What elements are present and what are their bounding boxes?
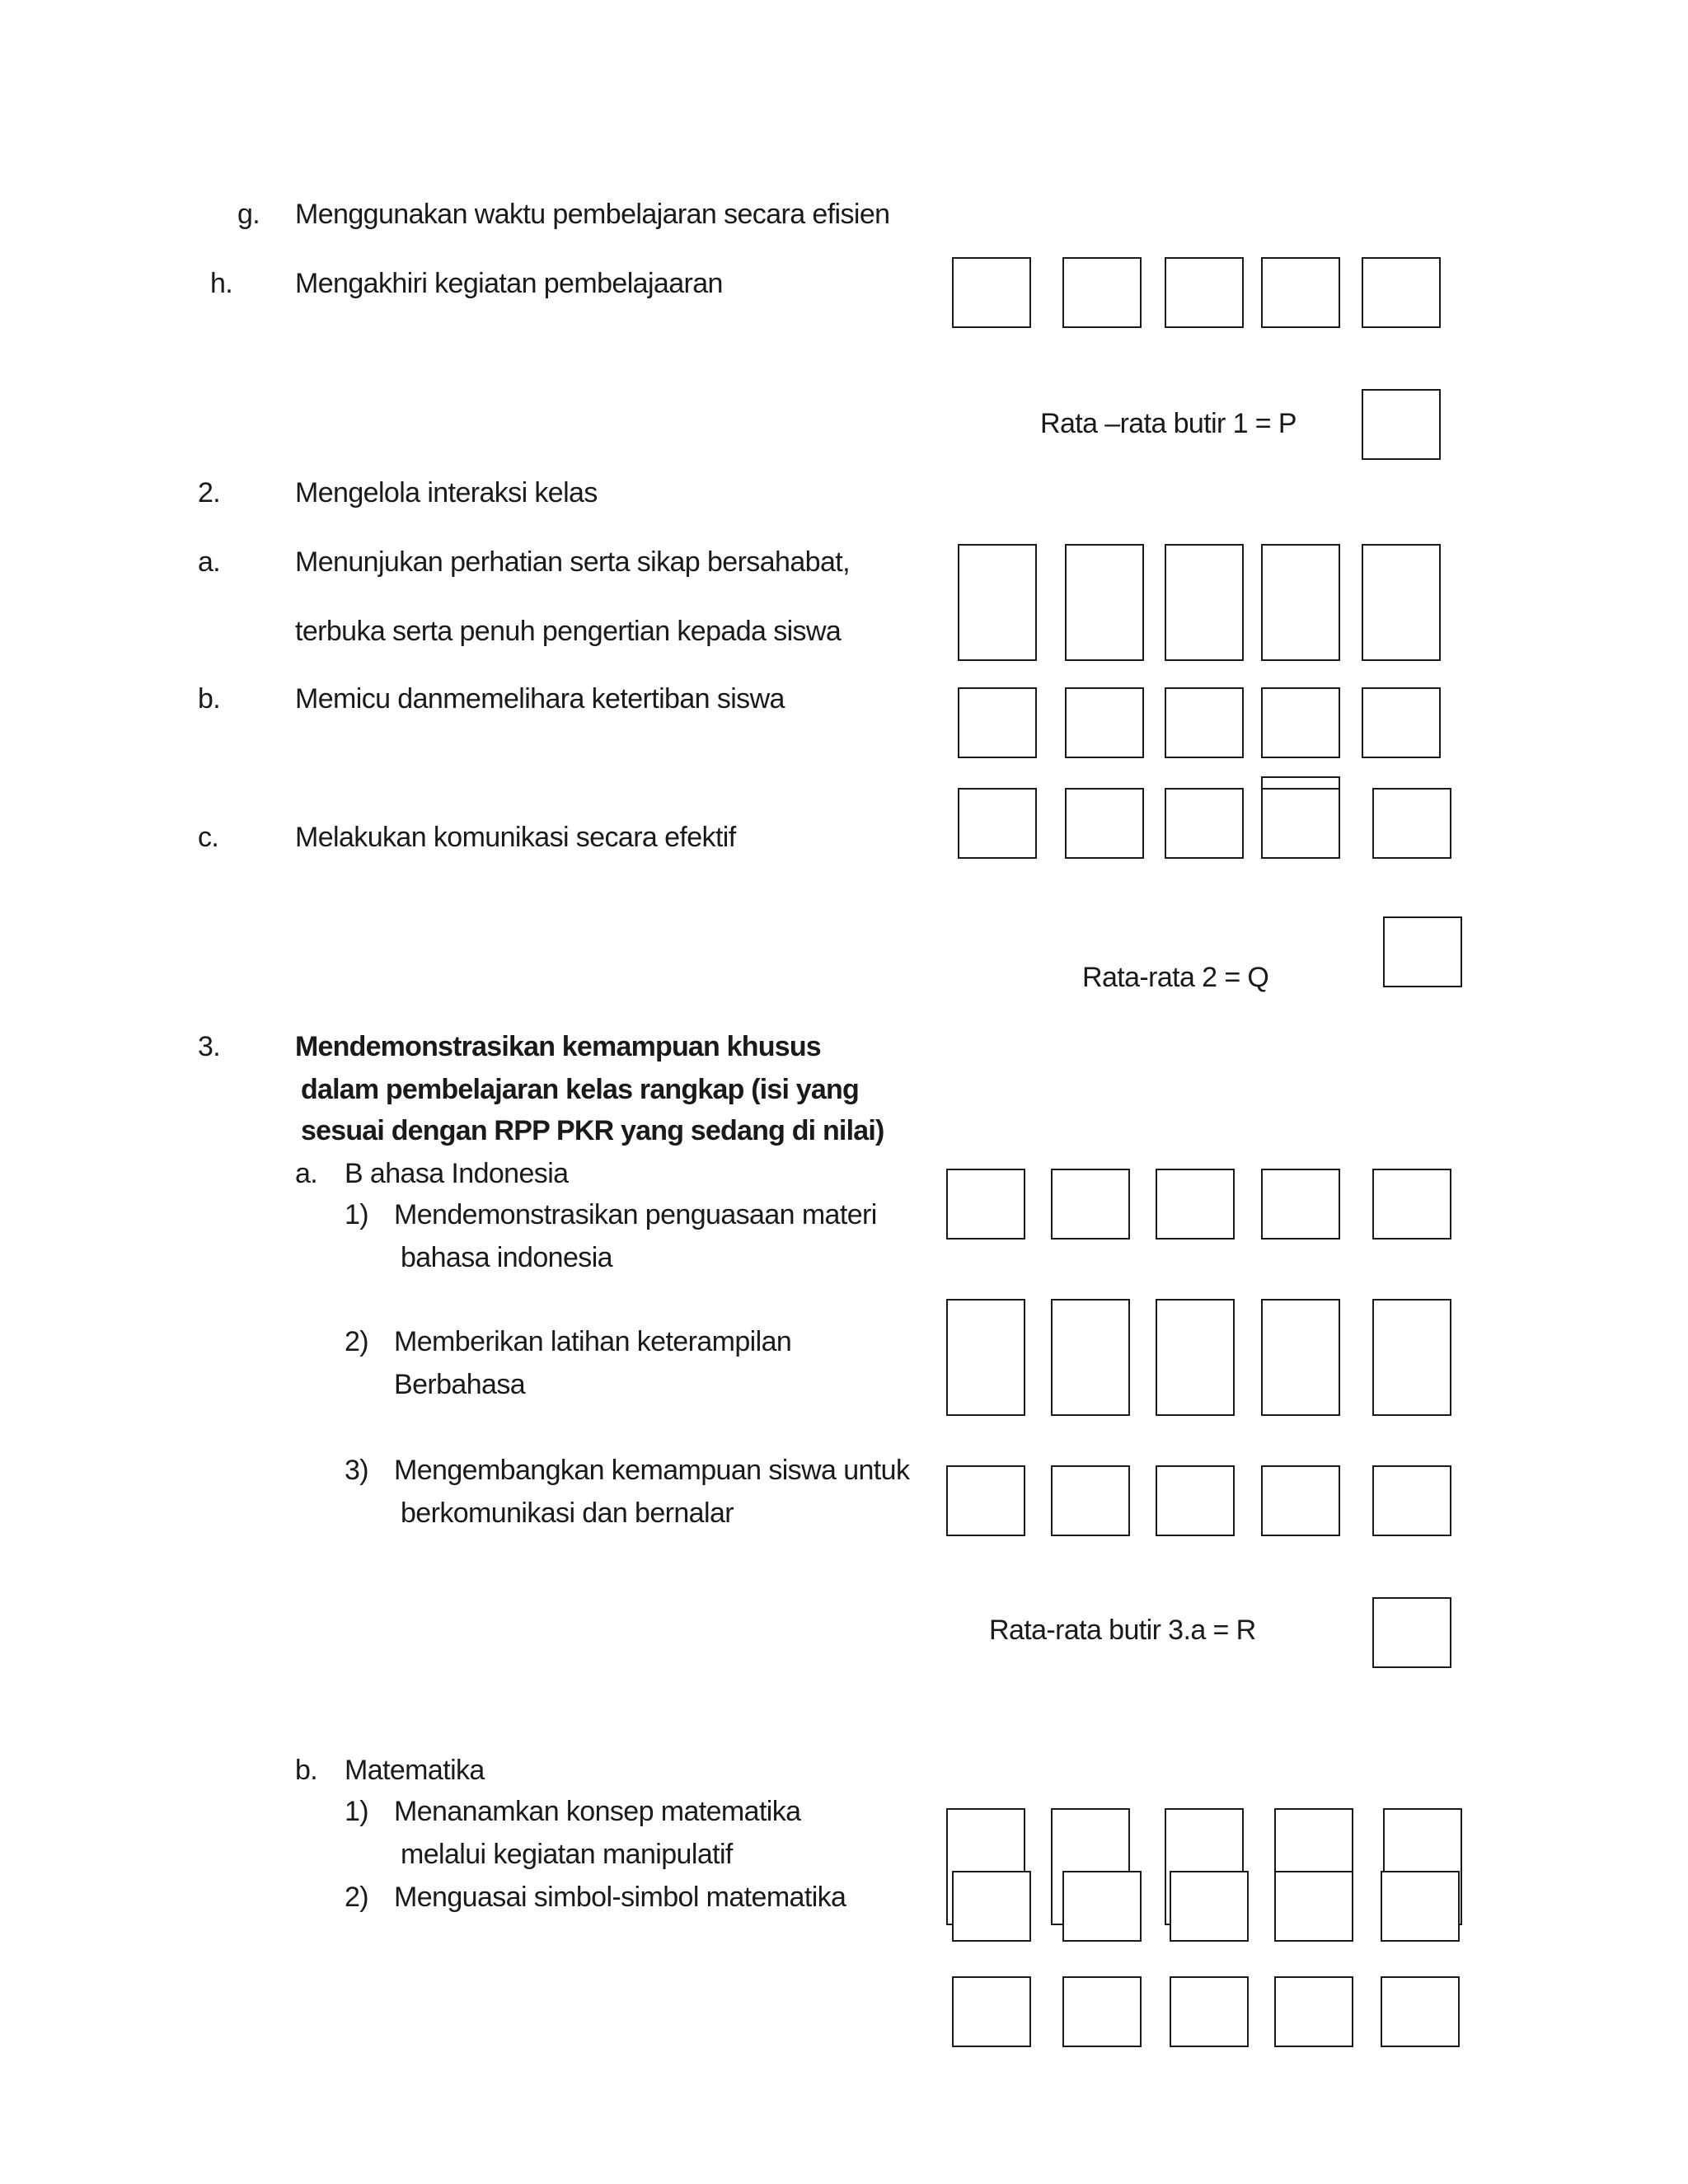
score-box-3a2-5[interactable]: [1372, 1299, 1451, 1416]
score-box-2c-1[interactable]: [958, 788, 1037, 859]
score-box-2a-1[interactable]: [958, 544, 1037, 661]
average-3a-box[interactable]: [1372, 1597, 1451, 1668]
item-2b-marker: b.: [198, 683, 221, 715]
item-g-text: Menggunakan waktu pembelajaran secara efisien: [295, 199, 890, 230]
score-box-2c-2[interactable]: [1065, 788, 1144, 859]
score-box-2b-5[interactable]: [1362, 687, 1441, 758]
score-box-h-5[interactable]: [1362, 257, 1441, 328]
item-g-marker: g.: [237, 199, 260, 230]
score-box-3b2-5[interactable]: [1381, 1976, 1460, 2047]
score-box-3b1-front-3[interactable]: [1170, 1871, 1249, 1942]
score-box-3a1-5[interactable]: [1372, 1169, 1451, 1240]
score-box-3b1-front-1[interactable]: [952, 1871, 1031, 1942]
item-3b1-line1: Menanamkan konsep matematika: [394, 1796, 801, 1827]
score-box-h-1[interactable]: [952, 257, 1031, 328]
score-box-2c-5[interactable]: [1372, 788, 1451, 859]
score-box-2b-2[interactable]: [1065, 687, 1144, 758]
score-box-3b2-1[interactable]: [952, 1976, 1031, 2047]
score-box-3a1-4[interactable]: [1261, 1169, 1340, 1240]
section-3-marker: 3.: [198, 1031, 221, 1062]
item-3a2-line1: Memberikan latihan keterampilan: [394, 1326, 792, 1357]
item-3b2-marker: 2): [345, 1882, 369, 1913]
item-2a-line2: terbuka serta penuh pengertian kepada siswa: [295, 616, 842, 647]
item-2a-marker: a.: [198, 546, 221, 578]
score-box-3a2-2[interactable]: [1051, 1299, 1130, 1416]
average-2-box[interactable]: [1383, 916, 1462, 987]
score-box-3a3-5[interactable]: [1372, 1465, 1451, 1536]
section-3-title-line1: Mendemonstrasikan kemampuan khusus: [295, 1031, 821, 1062]
score-box-3b1-front-2[interactable]: [1062, 1871, 1142, 1942]
item-3a-marker: a.: [295, 1158, 318, 1189]
average-1-box[interactable]: [1362, 389, 1441, 460]
score-box-3a1-2[interactable]: [1051, 1169, 1130, 1240]
score-box-2a-3[interactable]: [1165, 544, 1244, 661]
item-3b1-line2: melalui kegiatan manipulatif: [401, 1839, 733, 1870]
score-box-h-4[interactable]: [1261, 257, 1340, 328]
score-box-2b-1[interactable]: [958, 687, 1037, 758]
average-1-label: Rata –rata butir 1 = P: [1040, 408, 1296, 439]
score-box-2a-5[interactable]: [1362, 544, 1441, 661]
score-box-3a2-4[interactable]: [1261, 1299, 1340, 1416]
item-3a1-marker: 1): [345, 1199, 369, 1230]
score-box-3a2-1[interactable]: [946, 1299, 1025, 1416]
score-box-3b1-front-4[interactable]: [1274, 1871, 1353, 1942]
item-3a2-line2: Berbahasa: [394, 1369, 526, 1400]
section-2-marker: 2.: [198, 477, 221, 509]
item-3a2-marker: 2): [345, 1326, 369, 1357]
item-3a3-marker: 3): [345, 1455, 369, 1486]
item-3b2-text: Menguasai simbol-simbol matematika: [394, 1882, 846, 1913]
item-3b1-marker: 1): [345, 1796, 369, 1827]
item-3a1-line1: Mendemonstrasikan penguasaan materi: [394, 1199, 877, 1230]
section-2-title: Mengelola interaksi kelas: [295, 477, 598, 509]
score-box-3a1-3[interactable]: [1156, 1169, 1235, 1240]
score-box-h-2[interactable]: [1062, 257, 1142, 328]
score-box-3b2-4[interactable]: [1274, 1976, 1353, 2047]
score-box-2b-3[interactable]: [1165, 687, 1244, 758]
score-box-2c-3[interactable]: [1165, 788, 1244, 859]
score-box-3a3-4[interactable]: [1261, 1465, 1340, 1536]
score-box-h-3[interactable]: [1165, 257, 1244, 328]
score-box-3b2-3[interactable]: [1170, 1976, 1249, 2047]
item-3a3-line1: Mengembangkan kemampuan siswa untuk: [394, 1455, 910, 1486]
item-3a3-line2: berkomunikasi dan bernalar: [401, 1497, 734, 1529]
item-3a1-line2: bahasa indonesia: [401, 1242, 612, 1273]
score-box-3a3-2[interactable]: [1051, 1465, 1130, 1536]
item-3b-text: Matematika: [345, 1755, 485, 1786]
score-box-2b-4[interactable]: [1261, 687, 1340, 758]
score-box-2a-4[interactable]: [1261, 544, 1340, 661]
item-2b-text: Memicu danmemelihara ketertiban siswa: [295, 683, 785, 715]
section-3-title-line3: sesuai dengan RPP PKR yang sedang di nilai): [301, 1115, 884, 1146]
score-box-2a-2[interactable]: [1065, 544, 1144, 661]
item-2c-text: Melakukan komunikasi secara efektif: [295, 822, 736, 853]
section-3-title-line2: dalam pembelajaran kelas rangkap (isi yang: [301, 1074, 859, 1105]
item-2c-marker: c.: [198, 822, 219, 853]
average-2-label: Rata-rata 2 = Q: [1082, 962, 1269, 993]
item-h-marker: h.: [210, 268, 233, 299]
item-3a-text: B ahasa Indonesia: [345, 1158, 569, 1189]
item-2a-line1: Menunjukan perhatian serta sikap bersahabat,: [295, 546, 850, 578]
score-box-3a3-1[interactable]: [946, 1465, 1025, 1536]
score-box-3a2-3[interactable]: [1156, 1299, 1235, 1416]
average-3a-label: Rata-rata butir 3.a = R: [989, 1615, 1256, 1646]
score-box-2c-4-divider: [1261, 788, 1340, 790]
item-3b-marker: b.: [295, 1755, 318, 1786]
score-box-3b2-2[interactable]: [1062, 1976, 1142, 2047]
score-box-3b1-front-5[interactable]: [1381, 1871, 1460, 1942]
score-box-3a3-3[interactable]: [1156, 1465, 1235, 1536]
item-h-text: Mengakhiri kegiatan pembelajaaran: [295, 268, 723, 299]
score-box-3a1-1[interactable]: [946, 1169, 1025, 1240]
